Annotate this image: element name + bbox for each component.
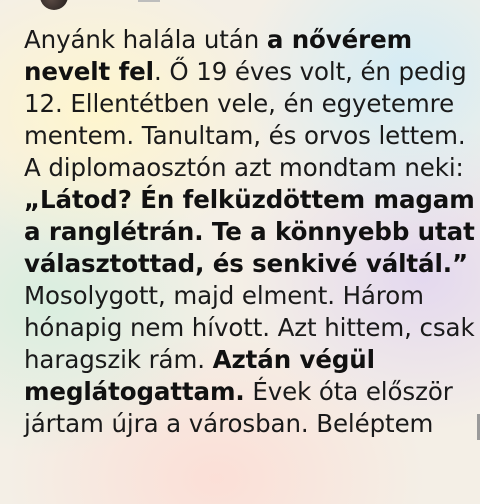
avatar <box>40 0 68 10</box>
story-segment: Évek óta először jártam újra a városban. Beléptem <box>24 377 453 438</box>
story-segment-bold: Aztán végül meglátogattam. <box>24 345 375 406</box>
top-strip <box>0 0 480 22</box>
story-segment-bold: a nővérem nevelt fel <box>24 25 413 86</box>
story-segment-bold: „Látod? Én felküzdöttem magam a ranglétrán. Te a könnyebb utat választottad, és senkivé váltál.” <box>24 185 475 278</box>
story-segment: Mosolygott, majd elment. Három hónapig nem hívott. Azt hittem, csak haragszik rám. <box>24 281 475 374</box>
story-text <box>24 24 476 440</box>
story-segment: . Ő 19 éves volt, én pedig 12. Ellentétben vele, én egyetemre mentem. Tanultam, és orvos lettem. A diplomaosztón azt mondtam neki: <box>24 57 467 182</box>
story-segment: Anyánk halála után <box>24 25 267 54</box>
top-divider <box>138 0 160 2</box>
